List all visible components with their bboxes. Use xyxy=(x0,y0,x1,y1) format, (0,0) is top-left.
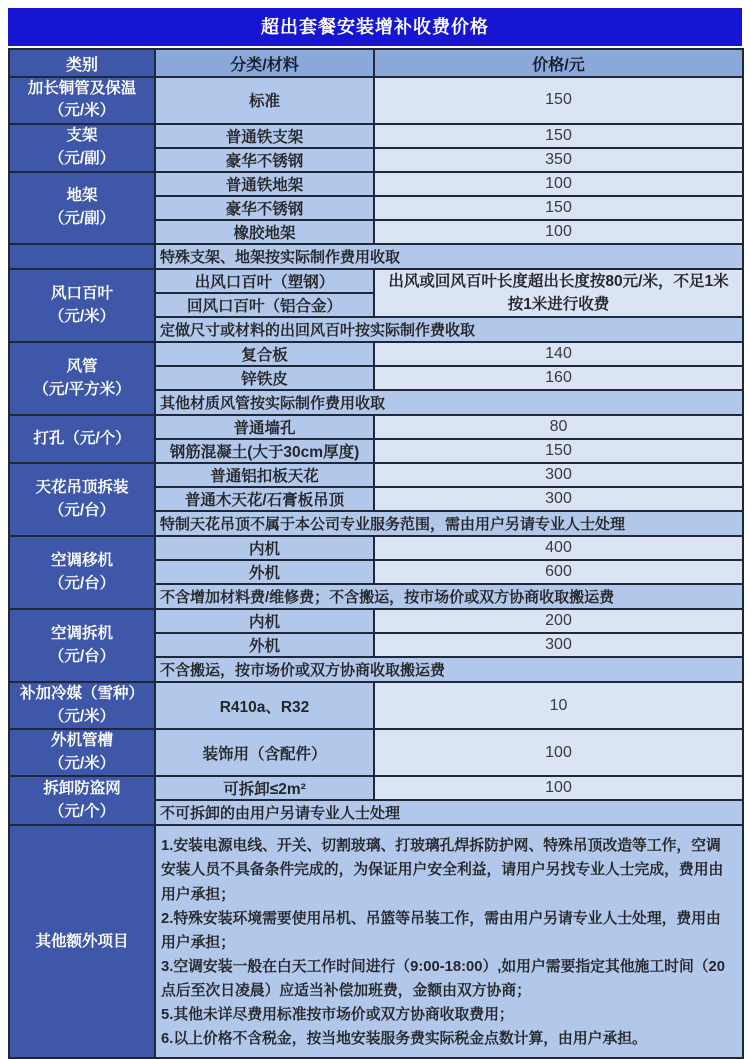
material-cell: 复合板 xyxy=(155,342,374,366)
material-cell: 外机 xyxy=(155,560,374,584)
category-cell xyxy=(9,463,155,536)
note-cell: 特殊支架、地架按实际制作费用收取 xyxy=(155,244,743,269)
note-cell: 不含增加材料费/维修费；不含搬运，按市场价或双方协商收取搬运费 xyxy=(155,584,743,609)
material-cell: 出风口百叶（塑钢） xyxy=(155,269,374,293)
category-cell xyxy=(9,342,155,415)
material-cell: 内机 xyxy=(155,609,374,633)
price-cell: 300 xyxy=(374,463,743,487)
table-row xyxy=(9,776,743,800)
category-cell xyxy=(9,609,155,682)
table-row xyxy=(9,463,743,487)
material-cell: 标准 xyxy=(155,77,374,124)
material-cell: 普通铝扣板天花 xyxy=(155,463,374,487)
price-cell: 出风或回风百叶长度超出长度按80元/米，不足1米按1米进行收费 xyxy=(374,269,743,318)
table-row xyxy=(9,825,743,1058)
material-cell: 回风口百叶（铝合金） xyxy=(155,293,374,317)
extra-item-line: 6.以上价格不含税金，按当地安装服务费实际税金点数计算，由用户承担。 xyxy=(161,1031,647,1048)
category-unit: （元/平方米） xyxy=(33,380,131,398)
table-row xyxy=(9,536,743,560)
material-cell: 豪华不锈钢 xyxy=(155,196,374,220)
header-category: 类别 xyxy=(9,49,155,77)
category-cell xyxy=(9,77,155,124)
category-name: 加长铜管及保温 xyxy=(27,80,137,97)
price-cell: 10 xyxy=(374,682,743,729)
category-cell xyxy=(9,825,155,1058)
empty-category-cell xyxy=(9,244,155,269)
note-cell: 不含搬运，按市场价或双方协商收取搬运费 xyxy=(155,657,743,682)
material-cell: 普通木天花/石膏板吊顶 xyxy=(155,487,374,511)
table-row xyxy=(9,415,743,439)
category-name: 支架 xyxy=(66,127,98,145)
category-unit: （元/个） xyxy=(48,802,116,820)
category-name: 天花吊顶拆装 xyxy=(35,479,129,497)
category-name: 其他额外项目 xyxy=(35,932,129,950)
category-name: 打孔（元/个） xyxy=(33,430,131,448)
category-name: 拆卸防盗网 xyxy=(43,780,121,798)
price-cell: 150 xyxy=(374,196,743,220)
material-cell: 外机 xyxy=(155,633,374,657)
material-cell: 橡胶地架 xyxy=(155,220,374,244)
price-cell: 100 xyxy=(374,220,743,244)
category-unit: （元/台） xyxy=(48,647,116,665)
note-cell: 特制天花吊顶不属于本公司专业服务范围，需由用户另请专业人士处理 xyxy=(155,511,743,536)
category-cell xyxy=(9,682,155,729)
material-cell: 装饰用（含配件） xyxy=(155,729,374,776)
price-cell: 300 xyxy=(374,487,743,511)
price-cell: 100 xyxy=(374,172,743,196)
table-row xyxy=(9,609,743,633)
category-cell xyxy=(9,536,155,609)
material-cell: 内机 xyxy=(155,536,374,560)
category-unit: （元/米） xyxy=(48,307,116,325)
price-cell: 140 xyxy=(374,342,743,366)
category-unit: （元/副） xyxy=(48,149,116,167)
extra-item-line: 5.其他未详尽费用标准按市场价或双方协商收取费用； xyxy=(161,1007,514,1024)
category-cell xyxy=(9,415,155,463)
category-unit: （元/米） xyxy=(48,707,116,725)
table-row xyxy=(9,729,743,776)
price-cell: 200 xyxy=(374,609,743,633)
note-cell: 其他材质风管按实际制作费用收取 xyxy=(155,390,743,415)
table-row xyxy=(9,172,743,196)
note-cell: 定做尺寸或材料的出回风百叶按实际制作费收取 xyxy=(155,317,743,342)
price-cell: 400 xyxy=(374,536,743,560)
category-unit: （元/米） xyxy=(48,754,116,772)
extra-item-line: 1.安装电源电线、开关、切割玻璃、打玻璃孔焊拆防护网、特殊吊顶改造等工作，空调安装人员不具备条件完成的，为保证用户安全利益，请用户另找专业人士完成，费用由用户承担； xyxy=(161,838,724,903)
category-cell xyxy=(9,776,155,825)
category-name: 补加冷媒（雪种） xyxy=(19,685,144,703)
category-name: 空调拆机 xyxy=(50,625,113,643)
price-cell: 150 xyxy=(374,77,743,124)
extra-item-line: 2.特殊安装环境需要使用吊机、吊篮等吊装工作，需由用户另请专业人士处理，费用由用户承担； xyxy=(161,910,721,951)
price-cell: 80 xyxy=(374,415,743,439)
material-cell: 普通墙孔 xyxy=(155,415,374,439)
note-cell: 不可拆卸的由用户另请专业人士处理 xyxy=(155,800,743,825)
category-cell xyxy=(9,172,155,244)
table-row xyxy=(9,342,743,366)
material-cell: R410a、R32 xyxy=(155,682,374,729)
category-unit: （元/米） xyxy=(48,102,116,120)
material-cell: 普通铁支架 xyxy=(155,124,374,148)
price-cell: 150 xyxy=(374,124,743,148)
category-cell xyxy=(9,124,155,172)
category-name: 外机管槽 xyxy=(50,732,113,750)
table-row xyxy=(9,124,743,148)
header-row xyxy=(9,49,743,77)
price-cell: 100 xyxy=(374,776,743,800)
price-cell: 300 xyxy=(374,633,743,657)
page-title: 超出套餐安装增补收费价格 xyxy=(8,8,742,46)
extra-items-cell xyxy=(155,825,743,1058)
category-name: 风口百叶 xyxy=(50,285,113,303)
material-cell: 钢筋混凝土(大于30cm厚度) xyxy=(155,439,374,463)
category-unit: （元/台） xyxy=(48,501,116,519)
table-row xyxy=(9,77,743,124)
category-name: 地架 xyxy=(66,187,98,205)
price-cell: 100 xyxy=(374,729,743,776)
material-cell: 可拆卸≤2m² xyxy=(155,776,374,800)
note-row xyxy=(9,244,743,269)
category-name: 风管 xyxy=(66,358,98,376)
category-unit: （元/副） xyxy=(48,209,116,227)
header-price: 价格/元 xyxy=(374,49,743,77)
material-cell: 普通铁地架 xyxy=(155,172,374,196)
table-row xyxy=(9,682,743,729)
category-unit: （元/台） xyxy=(48,574,116,592)
material-cell: 豪华不锈钢 xyxy=(155,148,374,172)
extra-item-line: 3.空调安装一般在白天工作时间进行（9:00-18:00）,如用户需要指定其他施工时间（20点后至次日凌晨）应适当补偿加班费，金额由双方协商； xyxy=(161,958,726,999)
price-cell: 600 xyxy=(374,560,743,584)
material-cell: 锌铁皮 xyxy=(155,366,374,390)
category-cell xyxy=(9,729,155,776)
pricing-table xyxy=(8,48,744,1059)
category-cell xyxy=(9,269,155,343)
price-cell: 350 xyxy=(374,148,743,172)
header-material: 分类/材料 xyxy=(155,49,374,77)
table-row xyxy=(9,269,743,293)
category-name: 空调移机 xyxy=(50,552,113,570)
price-cell: 150 xyxy=(374,439,743,463)
price-cell: 160 xyxy=(374,366,743,390)
